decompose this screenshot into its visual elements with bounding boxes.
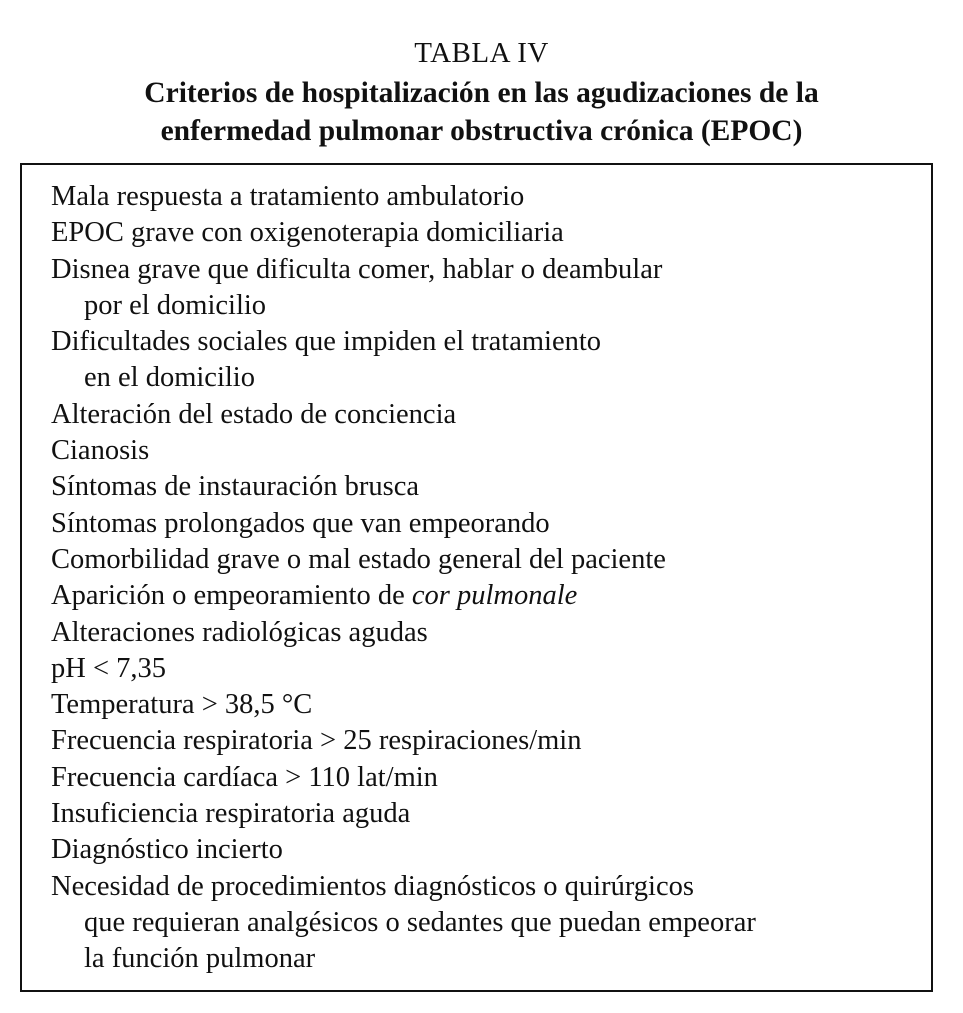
- list-item: Necesidad de procedimientos diagnósticos o quirúrgicos: [51, 870, 694, 902]
- list-item-italic-term: cor pulmonale: [411, 580, 578, 612]
- list-item-text: Aparición o empeoramiento de: [51, 580, 412, 612]
- list-item: Dificultades sociales que impiden el tratamiento: [51, 326, 602, 358]
- table-title-line-1: Criterios de hospitalización en las agudizaciones de la: [144, 77, 819, 109]
- list-item: Disnea grave que dificulta comer, hablar o deambular: [51, 253, 663, 285]
- list-item: Alteraciones radiológicas agudas: [51, 616, 428, 648]
- list-item: Temperatura > 38,5 °C: [51, 689, 313, 721]
- list-item-continuation: que requieran analgésicos o sedantes que puedan empeorar: [84, 906, 756, 938]
- list-item-continuation: por el domicilio: [84, 289, 267, 321]
- list-item: Comorbilidad grave o mal estado general del paciente: [51, 543, 666, 575]
- criteria-list: [51, 179, 921, 978]
- list-item: Frecuencia respiratoria > 25 respiraciones/min: [51, 725, 582, 757]
- list-item: Síntomas de instauración brusca: [51, 471, 420, 503]
- list-item: pH < 7,35: [51, 652, 167, 684]
- table-title: [0, 74, 963, 150]
- list-item: Mala respuesta a tratamiento ambulatorio: [51, 181, 525, 212]
- list-item: [51, 578, 921, 614]
- criteria-table: [20, 163, 933, 992]
- list-item: Síntomas prolongados que van empeorando: [51, 507, 550, 539]
- list-item: EPOC grave con oxigenoterapia domiciliaria: [51, 217, 564, 249]
- list-item: Insuficiencia respiratoria aguda: [51, 798, 411, 830]
- table-caption: [0, 36, 963, 150]
- list-item: Frecuencia cardíaca > 110 lat/min: [51, 761, 438, 793]
- list-item: Alteración del estado de conciencia: [51, 398, 457, 430]
- list-item-continuation: la función pulmonar: [84, 943, 316, 975]
- list-item: Cianosis: [51, 435, 150, 467]
- list-item: Diagnóstico incierto: [51, 834, 283, 866]
- table-title-line-2: enfermedad pulmonar obstructiva crónica (EPOC): [160, 115, 803, 147]
- list-item-continuation: en el domicilio: [84, 362, 255, 394]
- table-label: TABLA IV: [414, 37, 549, 69]
